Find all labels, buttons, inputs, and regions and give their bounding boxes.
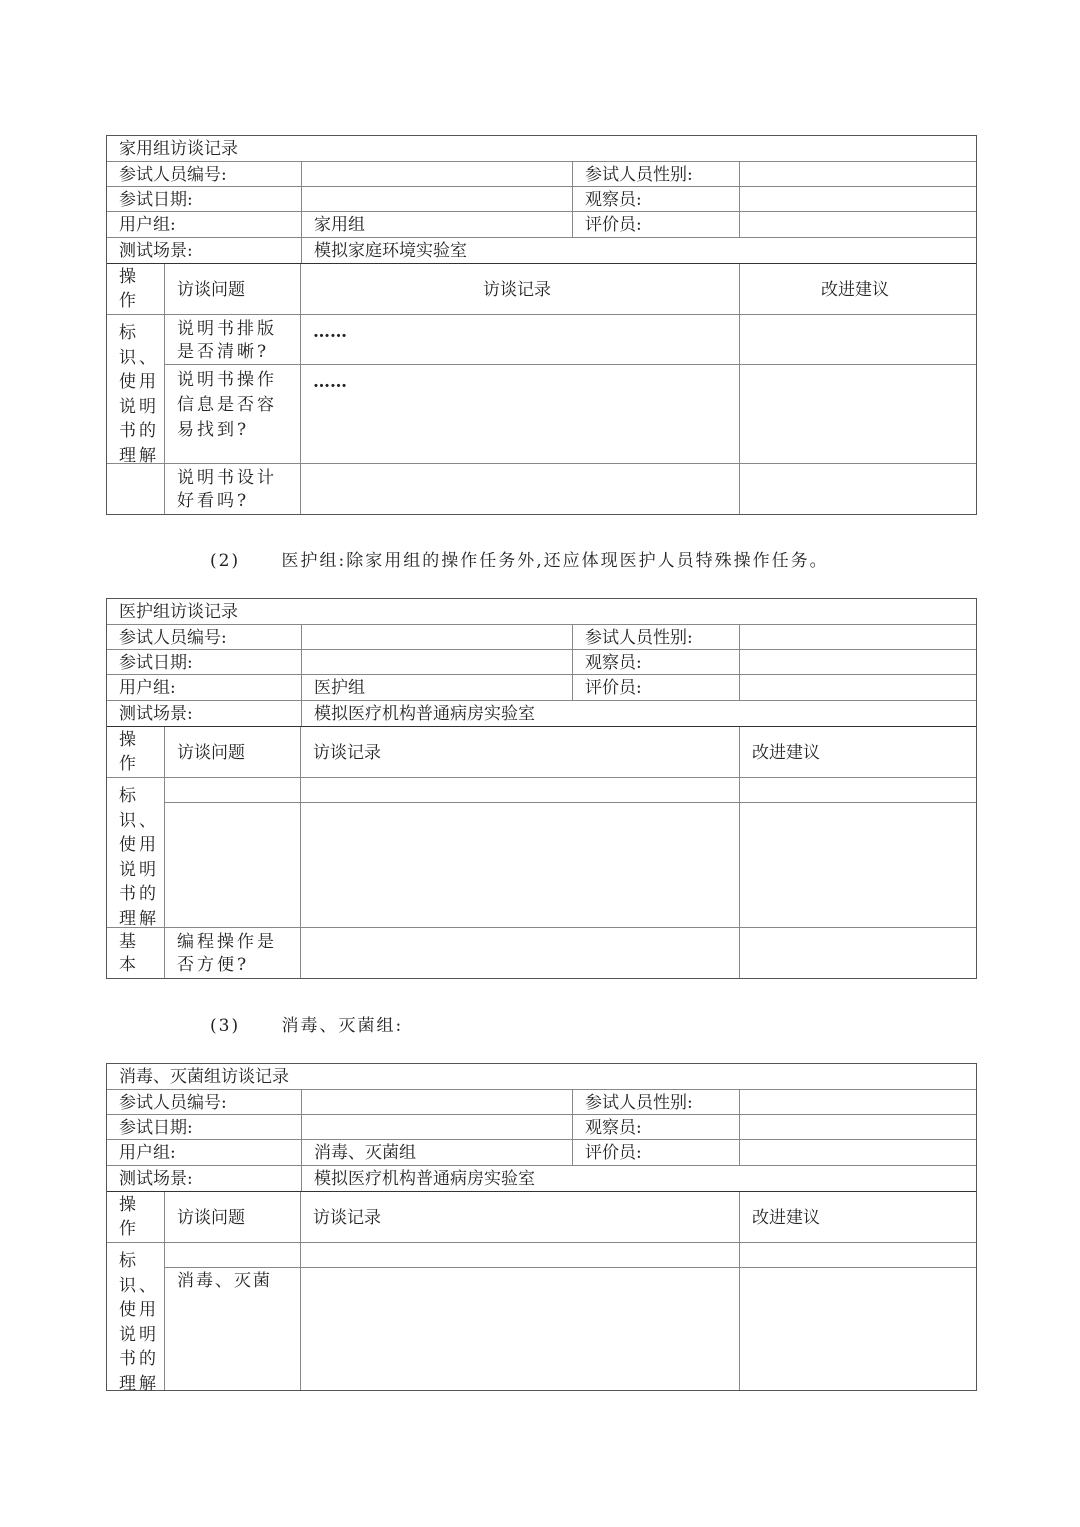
- participant-id-label: 参试人员编号:: [107, 625, 302, 649]
- col-category-header: 操作: [107, 264, 165, 314]
- user-group-label: 用户组:: [107, 212, 302, 237]
- suggestion-cell[interactable]: [740, 1268, 976, 1390]
- suggestion-cell[interactable]: [740, 464, 976, 514]
- observer-field[interactable]: [740, 650, 976, 674]
- category-section: [107, 315, 976, 464]
- suggestion-cell[interactable]: [740, 928, 976, 978]
- evaluator-label: 评价员:: [573, 675, 740, 700]
- participant-row: [107, 162, 976, 187]
- question-cell: 说明书设计好看吗?: [165, 464, 301, 514]
- question-cell: 编程操作是否方便?: [165, 928, 301, 978]
- date-field[interactable]: [302, 187, 573, 211]
- col-suggestion-header: 改进建议: [752, 1208, 820, 1228]
- user-group-row: [107, 675, 976, 701]
- record-cell[interactable]: [301, 928, 740, 978]
- category-section: [107, 778, 976, 928]
- date-label: 参试日期:: [107, 1115, 302, 1139]
- user-group-label: 用户组:: [107, 1140, 302, 1165]
- scene-row: [107, 238, 976, 264]
- suggestion-cell[interactable]: [740, 803, 976, 927]
- table-row: [165, 315, 976, 365]
- question-cell: 说明书操作信息是否容易找到?: [165, 365, 301, 463]
- date-label: 参试日期:: [107, 187, 302, 211]
- col-suggestion-header: 改进建议: [821, 280, 889, 300]
- category-empty-cell: [107, 464, 165, 514]
- header-row: [107, 264, 976, 315]
- table-title-row: [107, 599, 976, 625]
- user-group-row: [107, 1140, 976, 1166]
- evaluator-label: 评价员:: [573, 212, 740, 237]
- table-row: [107, 928, 976, 978]
- participant-id-field[interactable]: [302, 625, 573, 649]
- table-row: [165, 803, 976, 927]
- table-row: [107, 464, 976, 514]
- scene-value: 模拟家庭环境实验室: [314, 241, 467, 261]
- suggestion-cell[interactable]: [740, 365, 976, 463]
- record-cell[interactable]: [301, 464, 740, 514]
- question-cell: [165, 1243, 301, 1267]
- participant-row: [107, 625, 976, 650]
- user-group-value: 家用组: [302, 212, 573, 237]
- col-question-header: 访谈问题: [165, 1192, 301, 1242]
- table-title: 医护组访谈记录: [119, 602, 238, 622]
- caption-disinfection: [210, 1011, 403, 1036]
- evaluator-field[interactable]: [740, 675, 976, 700]
- observer-field[interactable]: [740, 1115, 976, 1139]
- caption-text: 消毒、灭菌组:: [281, 1016, 404, 1036]
- medical-group-interview-table: [106, 598, 977, 979]
- scene-row: [107, 1166, 976, 1192]
- scene-label: 测试场景:: [107, 238, 302, 263]
- disinfection-group-interview-table: [106, 1063, 977, 1394]
- scene-label: 测试场景:: [107, 701, 302, 726]
- col-record-header: 访谈记录: [301, 727, 740, 777]
- home-group-interview-table: [106, 135, 977, 515]
- table-title: 家用组访谈记录: [119, 139, 238, 159]
- caption-text: 医护组:除家用组的操作任务外,还应体现医护人员特殊操作任务。: [281, 551, 829, 571]
- table-title-row: [107, 1064, 976, 1090]
- category-label: 标识、使用说明书的理解: [107, 1243, 165, 1390]
- suggestion-cell[interactable]: [740, 1243, 976, 1267]
- observer-label: 观察员:: [573, 187, 740, 211]
- evaluator-field[interactable]: [740, 1140, 976, 1165]
- evaluator-label: 评价员:: [573, 1140, 740, 1165]
- scene-row: [107, 701, 976, 727]
- date-row: [107, 650, 976, 675]
- observer-label: 观察员:: [573, 650, 740, 674]
- suggestion-cell[interactable]: [740, 315, 976, 364]
- caption-number: (2): [210, 551, 241, 571]
- participant-id-label: 参试人员编号:: [107, 162, 302, 186]
- gender-label: 参试人员性别:: [573, 625, 740, 649]
- question-cell: [165, 778, 301, 802]
- scene-label: 测试场景:: [107, 1166, 302, 1191]
- question-cell: 消毒、灭菌: [165, 1268, 301, 1390]
- gender-field[interactable]: [740, 162, 976, 186]
- table-row: [165, 1243, 976, 1268]
- category-section: [107, 1243, 976, 1394]
- col-category-header: 操作: [107, 1192, 165, 1242]
- header-row: [107, 1192, 976, 1243]
- date-field[interactable]: [302, 1115, 573, 1139]
- participant-row: [107, 1090, 976, 1115]
- record-cell[interactable]: ……: [301, 365, 740, 463]
- date-row: [107, 187, 976, 212]
- participant-id-field[interactable]: [302, 162, 573, 186]
- caption-number: (3): [210, 1016, 241, 1036]
- participant-id-label: 参试人员编号:: [107, 1090, 302, 1114]
- table-row: [165, 778, 976, 803]
- question-cell: [165, 803, 301, 927]
- observer-label: 观察员:: [573, 1115, 740, 1139]
- col-category-header: 操作: [107, 727, 165, 777]
- suggestion-cell[interactable]: [740, 778, 976, 802]
- gender-field[interactable]: [740, 625, 976, 649]
- col-question-header: 访谈问题: [165, 727, 301, 777]
- user-group-value: 医护组: [302, 675, 573, 700]
- gender-label: 参试人员性别:: [573, 162, 740, 186]
- col-suggestion-header: 改进建议: [752, 743, 820, 763]
- col-record-header: 访谈记录: [301, 264, 740, 314]
- record-cell[interactable]: [301, 803, 740, 927]
- user-group-row: [107, 212, 976, 238]
- date-field[interactable]: [302, 650, 573, 674]
- table-row: [165, 1268, 976, 1390]
- scene-value: 模拟医疗机构普通病房实验室: [314, 704, 535, 724]
- user-group-label: 用户组:: [107, 675, 302, 700]
- record-cell[interactable]: ……: [301, 315, 740, 364]
- gender-field[interactable]: [740, 1090, 976, 1114]
- participant-id-field[interactable]: [302, 1090, 573, 1114]
- table-title: 消毒、灭菌组访谈记录: [119, 1067, 289, 1087]
- date-label: 参试日期:: [107, 650, 302, 674]
- col-record-header: 访谈记录: [301, 1192, 740, 1242]
- user-group-value: 消毒、灭菌组: [302, 1140, 573, 1165]
- observer-field[interactable]: [740, 187, 976, 211]
- category-label: 标识、使用说明书的理解: [107, 778, 165, 927]
- date-row: [107, 1115, 976, 1140]
- col-question-header: 访谈问题: [165, 264, 301, 314]
- table-row: [165, 365, 976, 463]
- evaluator-field[interactable]: [740, 212, 976, 237]
- caption-medical: [210, 546, 829, 571]
- record-cell[interactable]: [301, 1243, 740, 1267]
- table-title-row: [107, 136, 976, 162]
- record-cell[interactable]: [301, 1268, 740, 1390]
- gender-label: 参试人员性别:: [573, 1090, 740, 1114]
- header-row: [107, 727, 976, 778]
- scene-value: 模拟医疗机构普通病房实验室: [314, 1169, 535, 1189]
- question-cell: 说明书排版是否清晰?: [165, 315, 301, 364]
- category-label-basic: 基本: [107, 928, 165, 978]
- record-cell[interactable]: [301, 778, 740, 802]
- category-label: 标识、使用说明书的理解: [107, 315, 165, 463]
